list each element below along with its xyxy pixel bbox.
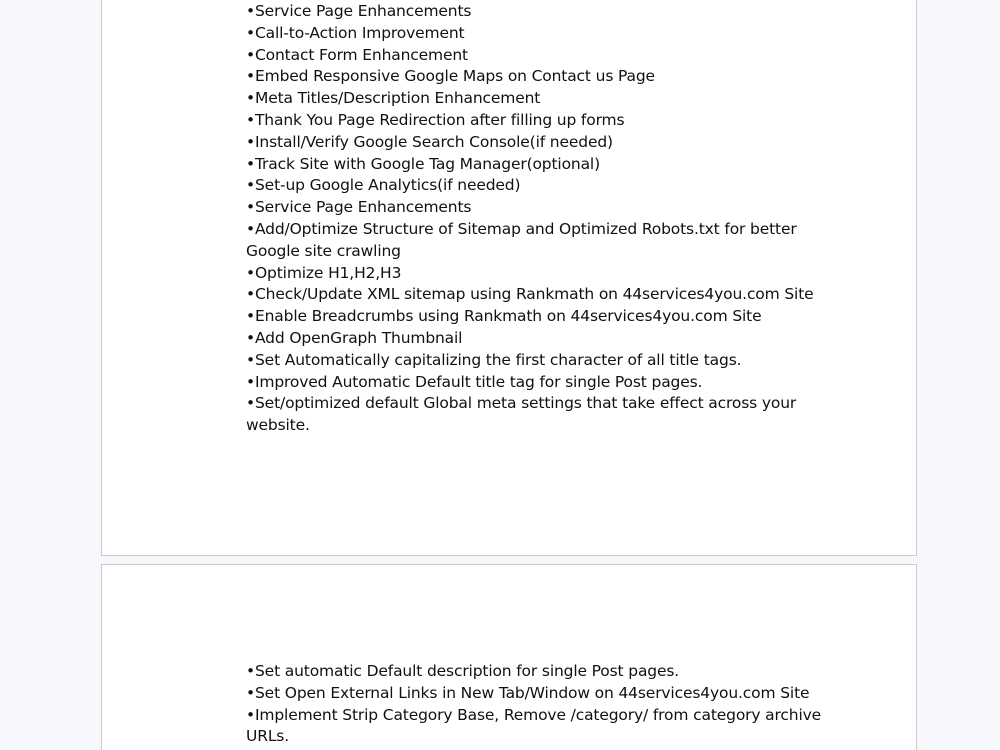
page-1-content [246,1,826,437]
list-item: •Add/Optimize Structure of Sitemap and Optimized Robots.txt for better Google site crawling [246,219,797,260]
list-item: •Call-to-Action Improvement [246,23,465,42]
list-item: •Service Page Enhancements [246,198,472,217]
list-item: •Optimize H1,H2,H3 [246,263,402,282]
list-item: •Thank You Page Redirection after filling up forms [246,110,625,129]
document-page-1 [101,0,917,556]
list-item: •Add OpenGraph Thumbnail [246,328,463,347]
list-item: •Set-up Google Analytics(if needed) [246,176,521,195]
list-item: •Enable Breadcrumbs using Rankmath on 44services4you.com Site [246,307,762,326]
list-item: •Improved Automatic Default title tag for single Post pages. [246,372,703,391]
list-item: •Track Site with Google Tag Manager(optional) [246,154,600,173]
page-2-content [246,661,826,748]
list-item: •Set automatic Default description for single Post pages. [246,662,680,680]
list-item: •Implement Strip Category Base, Remove /category/ from category archive URLs. [246,705,822,746]
list-item: •Check/Update XML sitemap using Rankmath on 44services4you.com Site [246,285,814,304]
list-item: •Meta Titles/Description Enhancement [246,89,541,108]
list-item: •Set Open External Links in New Tab/Window on 44services4you.com Site [246,683,810,702]
list-item: •Install/Verify Google Search Console(if needed) [246,132,613,151]
list-item: •Service Page Enhancements [246,2,472,20]
document-page-2 [101,564,917,750]
list-item: •Embed Responsive Google Maps on Contact us Page [246,67,655,86]
list-item: •Set Automatically capitalizing the first character of all title tags. [246,350,742,369]
list-item: •Contact Form Enhancement [246,45,468,64]
list-item: •Set/optimized default Global meta settings that take effect across your website. [246,394,797,435]
